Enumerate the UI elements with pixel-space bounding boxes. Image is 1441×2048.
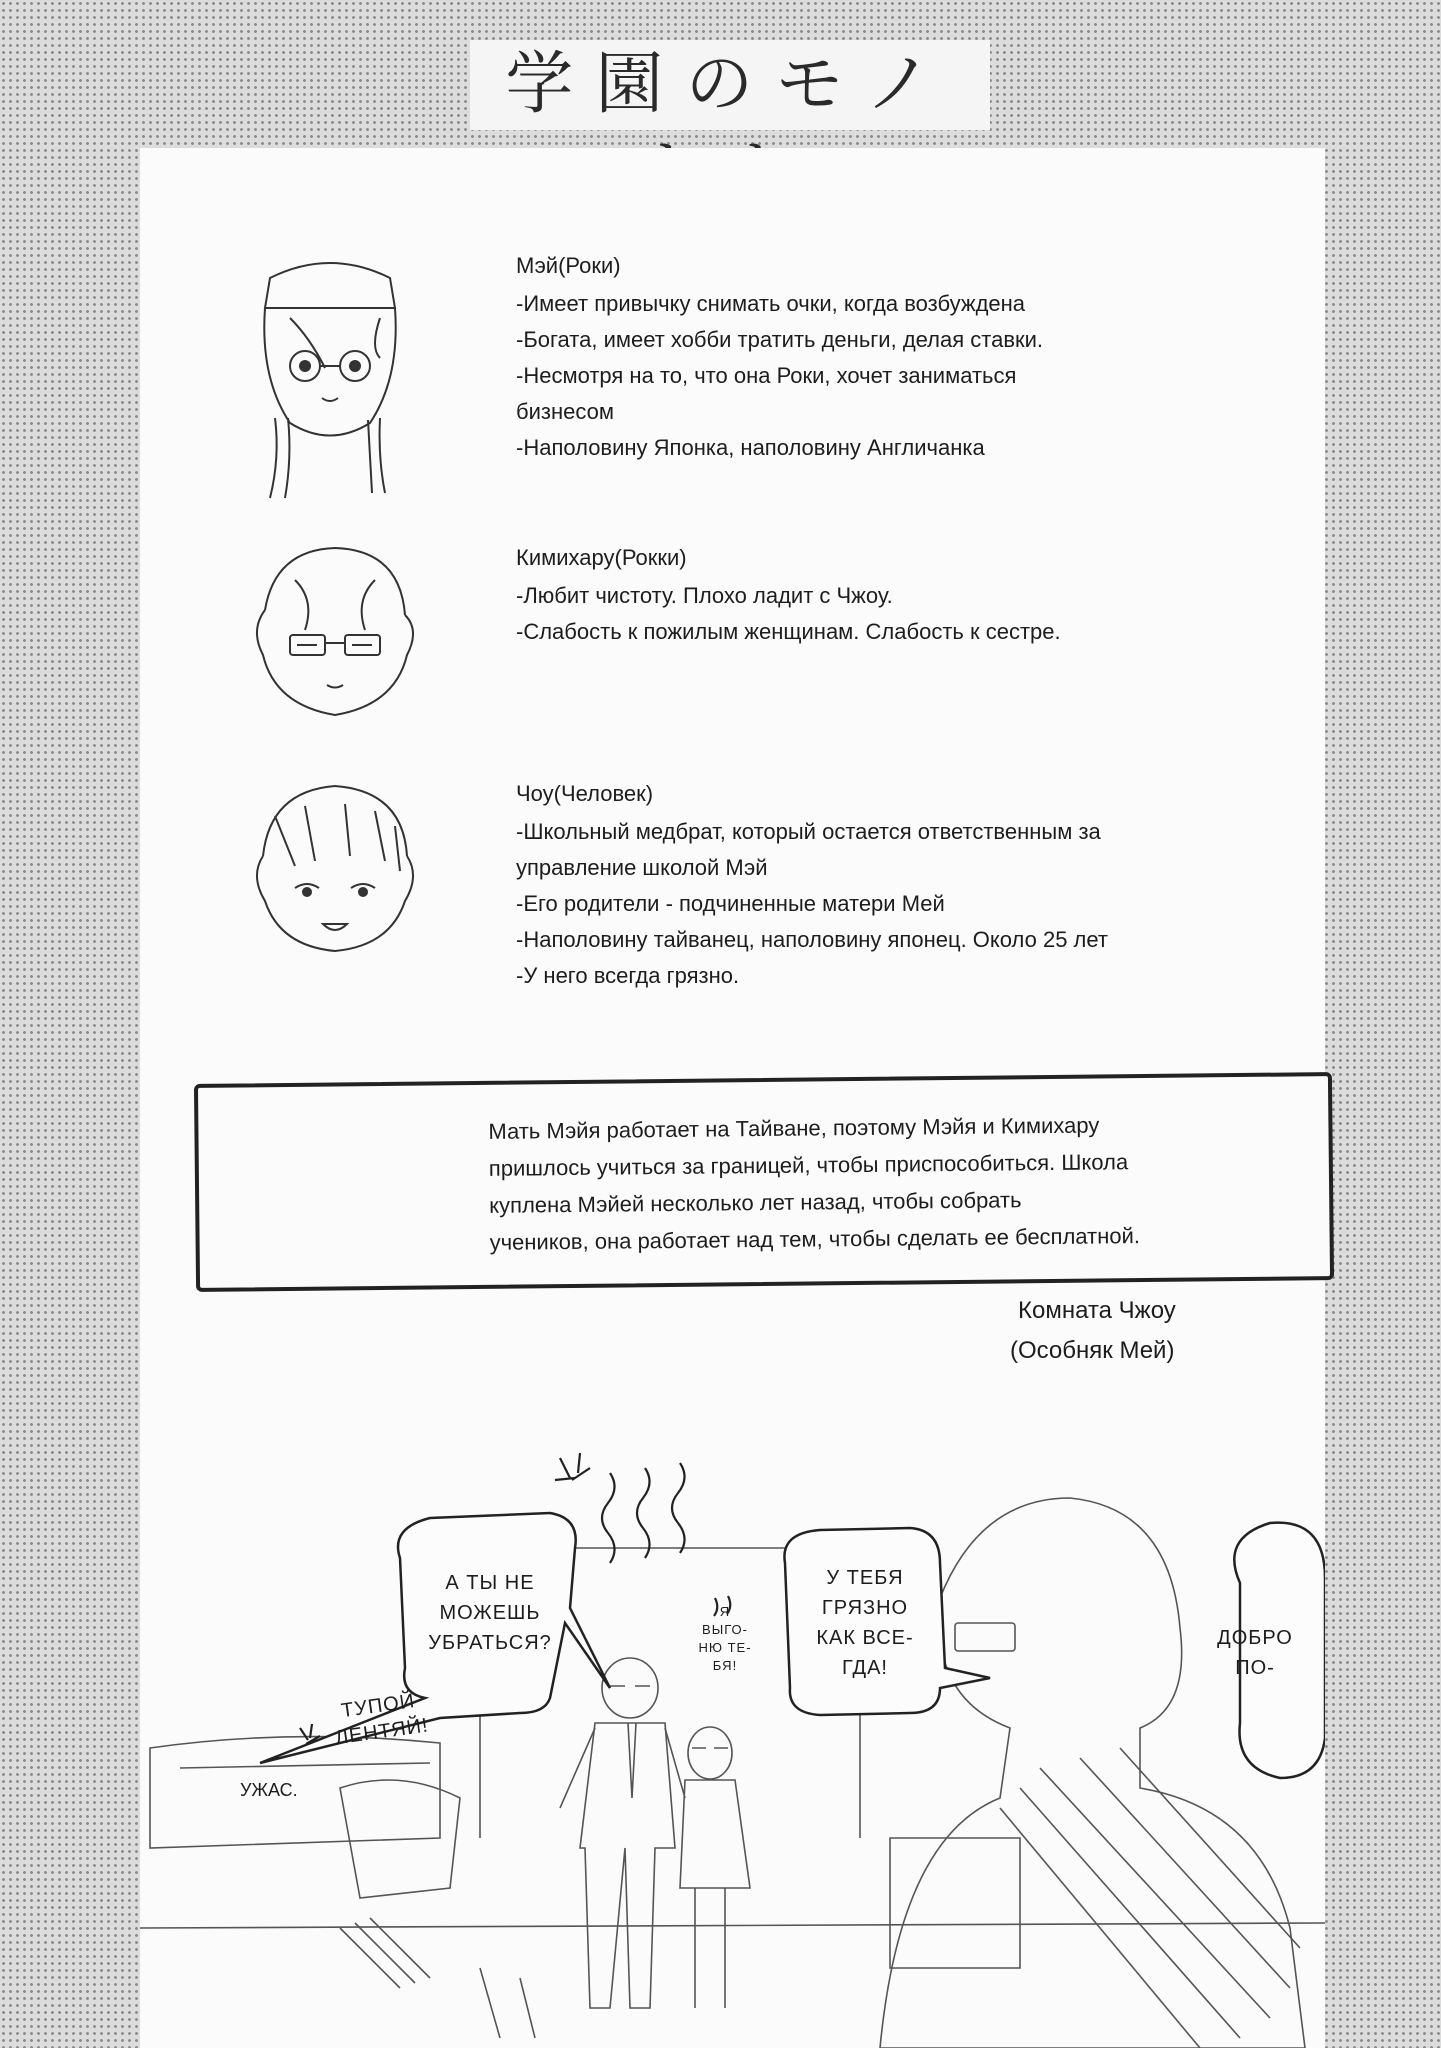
kimiharu-portrait — [235, 540, 435, 730]
bubble-text-4 — [795, 1563, 935, 1683]
character-detail: -Его родители - подчиненные матери Мей — [516, 891, 945, 916]
bubble-line: У ТЕБЯ — [826, 1567, 904, 1589]
bubble-line: Я — [719, 1604, 731, 1619]
character-name: Мэй(Роки) — [516, 253, 621, 278]
room-label — [1010, 1291, 1176, 1371]
chou-portrait — [235, 776, 435, 966]
bubble-line: А ТЫ НЕ — [445, 1572, 535, 1594]
paper-sheet — [140, 148, 1325, 2048]
kimiharu-info — [516, 540, 1061, 650]
mei-portrait — [230, 248, 430, 508]
room-label-line: Комната Чжоу — [1018, 1297, 1176, 1324]
character-name: Кимихару(Рокки) — [516, 545, 687, 570]
bubble-text-3 — [695, 1603, 755, 1675]
page-title: 学園のモノ — [470, 40, 990, 130]
bubble-text-1 — [415, 1568, 565, 1658]
bubble-line: ГДА! — [842, 1657, 888, 1679]
character-detail: -Богата, имеет хобби тратить деньги, делая ставки. — [516, 327, 1044, 352]
character-detail: -У него всегда грязно. — [516, 963, 740, 988]
bubble-line: МОЖЕШЬ — [439, 1602, 541, 1624]
bubble-line: НЮ ТЕ- — [698, 1640, 752, 1655]
bubble-text-5 — [1200, 1623, 1310, 1683]
character-detail: бизнесом — [516, 399, 614, 424]
bubble-line: ДОБРО — [1217, 1627, 1293, 1649]
bubble-line: ВЫГО- — [702, 1622, 748, 1637]
character-detail: -Несмотря на то, что она Роки, хочет заниматься — [516, 363, 1017, 388]
bubble-line: ЛЕНТЯЙ! — [333, 1714, 430, 1750]
character-detail: -Школьный медбрат, который остается ответственным за — [516, 819, 1101, 844]
sfx-text: УЖАС. — [240, 1780, 298, 1800]
bubble-line: БЯ! — [712, 1658, 738, 1673]
character-detail: -Наполовину Японка, наполовину Англичанка — [516, 435, 985, 460]
note-line: учеников, она работает над тем, чтобы сделать ее бесплатной. — [489, 1223, 1141, 1255]
character-detail: -Слабость к пожилым женщинам. Слабость к сестре. — [516, 619, 1061, 644]
character-detail: -Наполовину тайванец, наполовину японец. Около 25 лет — [516, 927, 1108, 952]
note-box — [194, 1072, 1334, 1292]
note-line: пришлось учиться за границей, чтобы приспособиться. Школа — [488, 1149, 1129, 1181]
bubble-line: ПО- — [1235, 1657, 1275, 1679]
room-label-line: (Особняк Мей) — [1010, 1337, 1175, 1364]
bubble-line: ТУПОЙ — [339, 1690, 417, 1723]
character-detail: -Имеет привычку снимать очки, когда возбуждена — [516, 291, 1026, 316]
bubble-line: УБРАТЬСЯ? — [428, 1632, 552, 1654]
bubble-line: ГРЯЗНО — [821, 1597, 909, 1619]
chou-info — [516, 776, 1108, 994]
mei-info — [516, 248, 1043, 466]
note-text — [488, 1105, 1210, 1261]
character-detail: -Любит чистоту. Плохо ладит с Чжоу. — [516, 583, 893, 608]
bubble-line: КАК ВСЕ- — [816, 1627, 914, 1649]
character-detail: управление школой Мэй — [516, 855, 768, 880]
note-line: куплена Мэйей несколько лет назад, чтобы собрать — [489, 1187, 1022, 1218]
manga-scene — [140, 1368, 1325, 2048]
note-line: Мать Мэйя работает на Тайване, поэтому Мэйя и Кимихару — [488, 1112, 1100, 1144]
character-name: Чоу(Человек) — [516, 781, 654, 806]
